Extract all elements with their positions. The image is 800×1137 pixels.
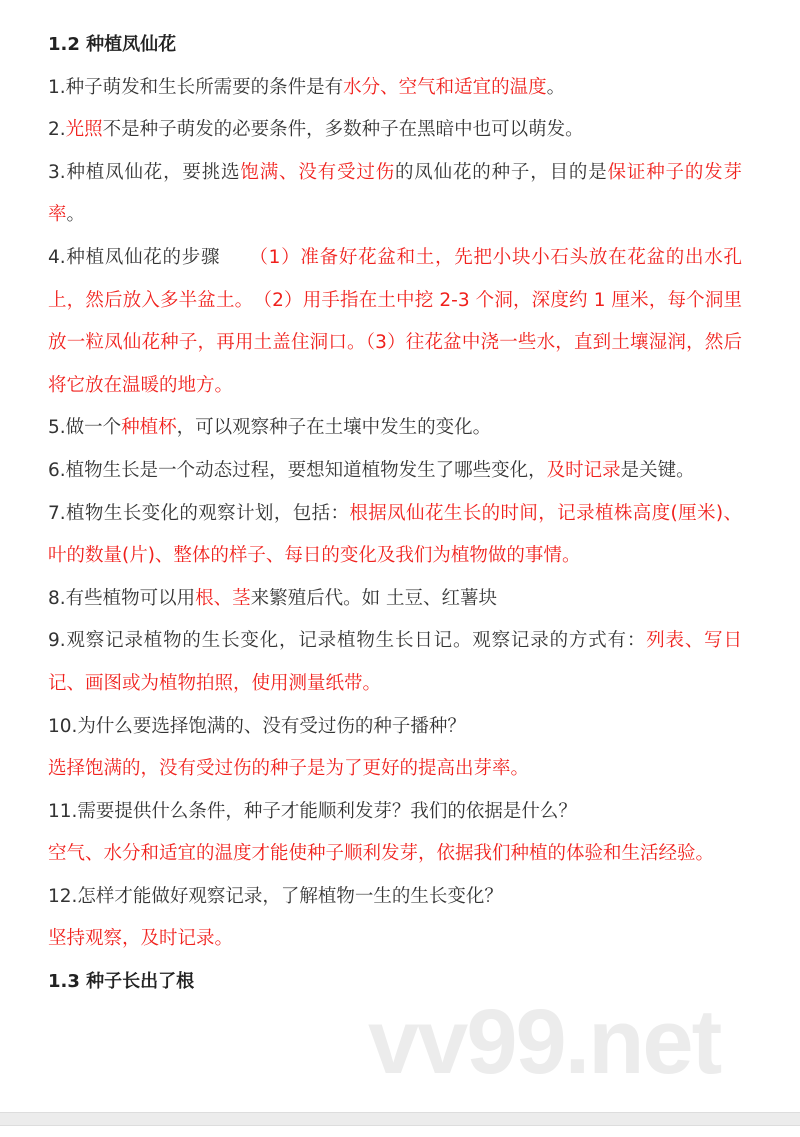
paragraph bbox=[48, 493, 742, 578]
text: 来繁殖后代。如 土豆、红薯块 bbox=[250, 587, 498, 609]
paragraph bbox=[48, 833, 742, 876]
paragraph bbox=[48, 706, 742, 749]
paragraph-list bbox=[48, 67, 742, 961]
highlighted-text: 及时记录 bbox=[546, 459, 621, 481]
paragraph bbox=[48, 237, 742, 407]
paragraph bbox=[48, 450, 742, 493]
text: 2. bbox=[48, 119, 66, 141]
text: 10.为什么要选择饱满的、没有受过伤的种子播种？ bbox=[48, 715, 466, 737]
text: 3.种植凤仙花，要挑选 bbox=[48, 161, 241, 183]
watermark: vv99.net bbox=[368, 991, 721, 1093]
paragraph bbox=[48, 748, 742, 791]
highlighted-text: 根据凤仙花生长的时间，记录植株高度(厘米)、叶的数量(片)、整体的样子、每日的变化及我们为植物做的事情。 bbox=[48, 502, 743, 567]
paragraph bbox=[48, 152, 742, 237]
highlighted-text: 坚持观察，及时记录。 bbox=[48, 928, 234, 950]
highlighted-text: 保证种子的发芽率 bbox=[48, 161, 742, 226]
paragraph bbox=[48, 67, 742, 110]
section-heading: 1.3 种子长出了根 bbox=[48, 971, 195, 993]
section-heading: 1.2 种植凤仙花 bbox=[48, 34, 177, 55]
paragraph bbox=[48, 791, 742, 834]
highlighted-text: 列表、写日记、画图或为植物拍照，使用测量纸带。 bbox=[48, 630, 742, 694]
text: 6.植物生长是一个动态过程，要想知道植物发生了哪些变化， bbox=[48, 459, 547, 481]
paragraph bbox=[48, 578, 742, 621]
text: 是关键。 bbox=[620, 459, 695, 481]
highlighted-text: 种植杯 bbox=[121, 417, 177, 439]
text: 。 bbox=[546, 76, 566, 98]
highlighted-text: 饱满、没有受过伤 bbox=[240, 161, 395, 183]
paragraph bbox=[48, 918, 742, 961]
text: 5.做一个 bbox=[48, 417, 122, 439]
highlighted-text: 光照 bbox=[65, 119, 103, 141]
paragraph bbox=[48, 109, 742, 152]
text: 8.有些植物可以用 bbox=[48, 587, 196, 609]
text: 9.观察记录植物的生长变化，记录植物生长日记。观察记录的方式有： bbox=[48, 630, 647, 652]
text: 1.种子萌发和生长所需要的条件是有 bbox=[48, 76, 344, 98]
text: 。 bbox=[66, 204, 86, 226]
highlighted-text: 根、茎 bbox=[195, 587, 251, 609]
text: 12.怎样才能做好观察记录，了解植物一生的生长变化？ bbox=[48, 885, 503, 907]
document-body bbox=[48, 24, 742, 1004]
page-separator bbox=[0, 1112, 800, 1126]
text: 的凤仙花的种子，目的是 bbox=[394, 161, 608, 183]
highlighted-text: （1）准备好花盆和土，先把小块小石头放在花盆的出水孔上，然后放入多半盆土。 （2）用手指在土中挖 2-3 个洞，深度约 1 厘米，每个洞里放一粒凤仙花种子，再用土盖住洞口。（3）往花盆中浇一些水，直到土壤湿润，然后将它放在温暖的地方。 bbox=[48, 246, 742, 396]
paragraph bbox=[48, 620, 742, 705]
highlighted-text: 空气、水分和适宜的温度才能使种子顺利发芽，依据我们种植的体验和生活经验。 bbox=[48, 843, 715, 865]
highlighted-text: 水分、空气和适宜的温度 bbox=[343, 76, 547, 98]
paragraph bbox=[48, 876, 742, 919]
text: 不是种子萌发的必要条件，多数种子在黑暗中也可以萌发。 bbox=[102, 119, 584, 141]
text: 4.种植凤仙花的步骤 bbox=[48, 246, 259, 268]
text: 7.植物生长变化的观察计划，包括： bbox=[48, 502, 350, 524]
highlighted-text: 选择饱满的，没有受过伤的种子是为了更好的提高出芽率。 bbox=[48, 758, 530, 780]
paragraph bbox=[48, 407, 742, 450]
text: ，可以观察种子在土壤中发生的变化。 bbox=[176, 417, 492, 439]
text: 11.需要提供什么条件，种子才能顺利发芽？我们的依据是什么？ bbox=[48, 800, 577, 822]
